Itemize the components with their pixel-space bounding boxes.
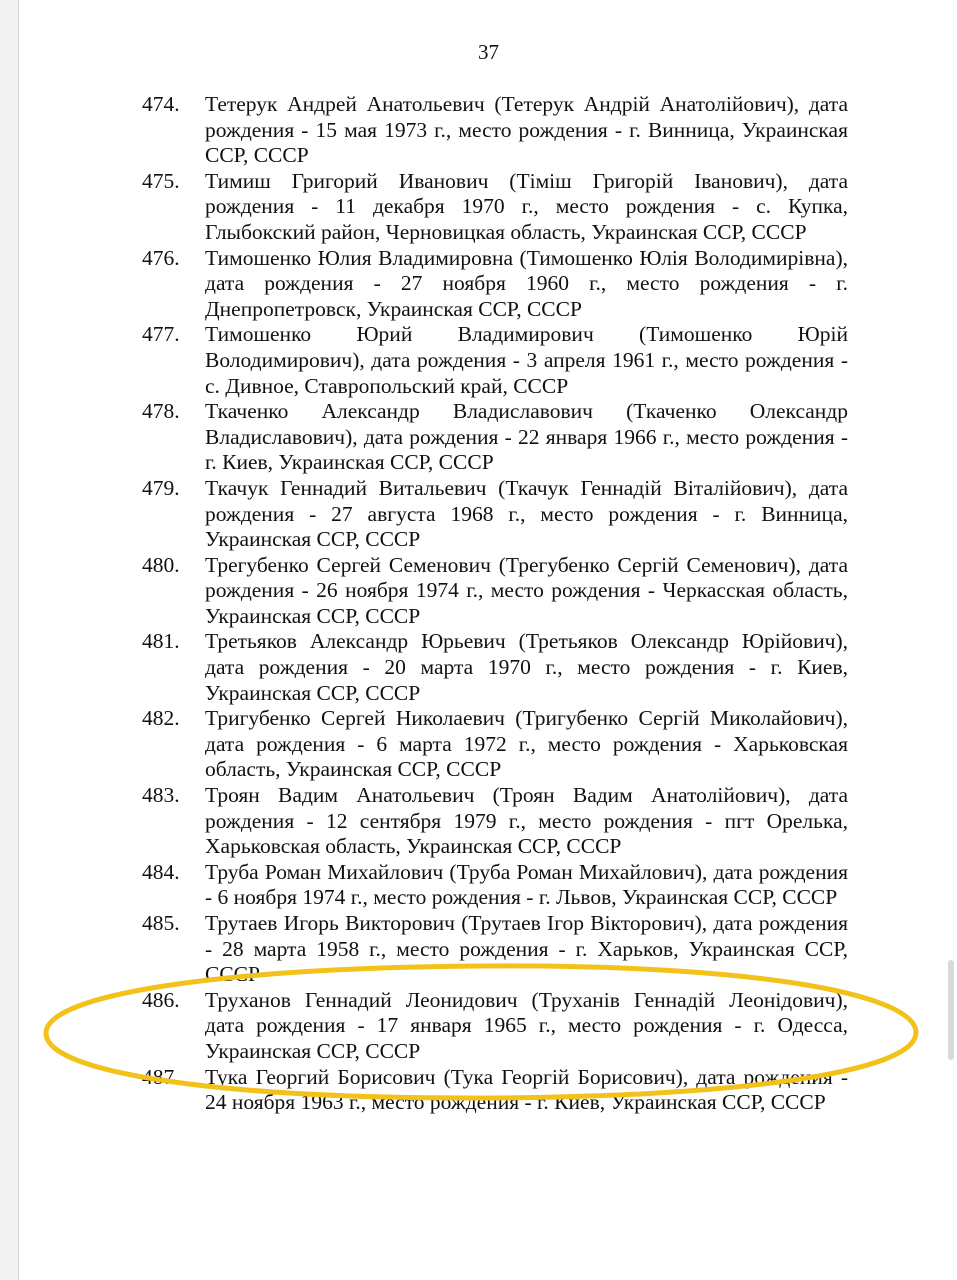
list-item <box>142 783 848 860</box>
entry-number: 484. <box>142 859 180 884</box>
list-item <box>142 706 848 783</box>
entry-number: 479. <box>142 475 180 500</box>
list-item <box>142 1065 848 1116</box>
entry-number: 476. <box>142 245 180 270</box>
entry-number: 481. <box>142 629 180 654</box>
entry-number: 483. <box>142 783 180 808</box>
list-item <box>142 92 848 169</box>
entry-text: Ткаченко Александр Владиславович (Ткаченко Олександр Владиславович), дата рождения - 22 января 1966 г., место рождения - г. Киев, Украинская ССР, СССР <box>205 399 848 475</box>
list-item <box>142 476 848 553</box>
entry-number: 480. <box>142 552 180 577</box>
list-item <box>142 169 848 246</box>
entry-text: Тригубенко Сергей Николаевич (Тригубенко Сергій Миколайович), дата рождения - 6 марта 1972 г., место рождения - Харьковская область, Украинская ССР, СССР <box>205 706 848 782</box>
entry-number: 487. <box>142 1064 180 1089</box>
page-number: 37 <box>478 40 499 64</box>
scrollbar[interactable] <box>948 960 954 1060</box>
list-item <box>142 322 848 399</box>
entry-text: Труба Роман Михайлович (Труба Роман Михайлович), дата рождения - 6 ноября 1974 г., место рождения - г. Львов, Украинская ССР, СССР <box>205 859 848 910</box>
entry-text: Третьяков Александр Юрьевич (Третьяков Олександр Юрійович), дата рождения - 20 марта 1970 г., место рождения - г. Киев, Украинская ССР, СССР <box>205 629 848 705</box>
entry-number: 475. <box>142 168 180 193</box>
entry-number: 474. <box>142 92 180 116</box>
list-item <box>142 911 848 988</box>
entry-text: Тетерук Андрей Анатольевич (Тетерук Андрій Анатолійович), дата рождения - 15 мая 1973 г., место рождения - г. Винница, Украинская ССР, СССР <box>205 92 848 168</box>
entry-text: Тимошенко Юрий Владимирович (Тимошенко Юрій Володимирович), дата рождения - 3 апреля 1961 г., место рождения - с. Дивное, Ставропольский край, СССР <box>205 322 848 398</box>
list-item <box>142 553 848 630</box>
entry-text: Тука Георгий Борисович (Тука Георгій Борисович), дата рождения - 24 ноября 1963 г., место рождения - г. Киев, Украинская ССР, СССР <box>205 1064 848 1115</box>
entry-number: 482. <box>142 706 180 731</box>
entry-text: Трутаев Игорь Викторович (Трутаев Ігор Вікторович), дата рождения - 28 марта 1958 г., место рождения - г. Харьков, Украинская ССР, СССР <box>205 911 848 987</box>
entry-text: Троян Вадим Анатольевич (Троян Вадим Анатолійович), дата рождения - 12 сентября 1979 г., место рождения - пгт Орелька, Харьковская область, Украинская ССР, СССР <box>205 783 848 859</box>
list-item <box>142 246 848 323</box>
entry-text: Тимиш Григорий Иванович (Тіміш Григорій Іванович), дата рождения - 11 декабря 1970 г., место рождения - с. Купка, Глыбокский район, Черновицкая область, Украинская ССР, СССР <box>205 168 848 244</box>
list-item-highlighted <box>142 988 848 1065</box>
entry-text: Трегубенко Сергей Семенович (Трегубенко Сергій Семенович), дата рождения - 26 ноября 1974 г., место рождения - Черкасская область, Украинская ССР, СССР <box>205 552 848 628</box>
list-item <box>142 629 848 706</box>
entry-number: 478. <box>142 399 180 424</box>
list-item <box>142 860 848 911</box>
entry-number: 486. <box>142 987 180 1012</box>
entry-text: Труханов Геннадий Леонидович (Труханів Геннадій Леонідович), дата рождения - 17 января 1965 г., место рождения - г. Одесса, Украинская ССР, СССР <box>205 987 848 1063</box>
list-item <box>142 399 848 476</box>
entry-number: 477. <box>142 322 180 347</box>
entry-text: Тимошенко Юлия Владимировна (Тимошенко Юлія Володимирівна), дата рождения - 27 ноября 1960 г., место рождения - г. Днепропетровск, Украинская ССР, СССР <box>205 245 848 321</box>
entry-list <box>142 92 848 1116</box>
entry-text: Ткачук Геннадий Витальевич (Ткачук Геннадій Віталійович), дата рождения - 27 августа 1968 г., место рождения - г. Винница, Украинская ССР, СССР <box>205 475 848 552</box>
entry-number: 485. <box>142 911 180 935</box>
